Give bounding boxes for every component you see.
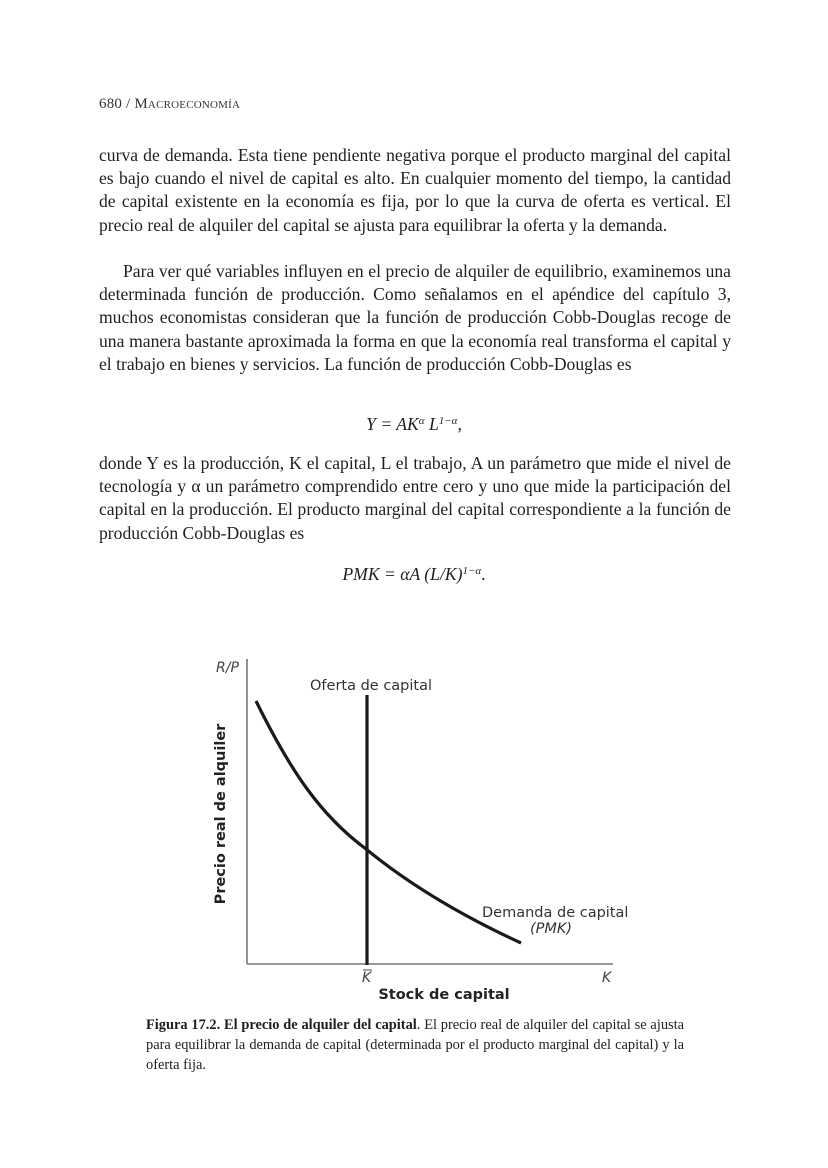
figure-rental-price-of-capital bbox=[0, 640, 828, 1010]
paragraph-3: donde Y es la producción, K el capital, L el trabajo, A un parámetro que mide el nivel de tecnología y α un parámetro comprendido entre cero y uno que mide la participación del capital en la producción. El producto marginal del capital correspondiente a la función de producción Cobb-Douglas es bbox=[99, 453, 731, 543]
x-axis-label: Stock de capital bbox=[378, 987, 510, 1003]
paragraph-1: curva de demanda. Esta tiene pendiente negativa porque el producto marginal del capital es bajo cuando el nivel de capital es alto. En cualquier momento del tiempo, la cantidad de capital existente en la economía es fija, por lo que la curva de oferta es vertical. El precio real de alquiler del capital se ajusta para equilibrar la oferta y la demanda. bbox=[99, 145, 731, 235]
demand-label: Demanda de capital bbox=[482, 905, 629, 921]
mpk-equation: PMK = αA $(L/K)^{1-\alpha}$. bbox=[342, 564, 486, 584]
header-separator: / bbox=[122, 96, 135, 112]
y-axis-label: Precio real de alquiler bbox=[213, 723, 229, 905]
page-number: 680 bbox=[99, 96, 123, 112]
chart bbox=[0, 640, 828, 1010]
supply-label: Oferta de capital bbox=[310, 678, 433, 694]
cobb-douglas-equation: $Y = AK^\alpha$ $L^{1-\alpha}$, bbox=[366, 414, 462, 434]
caption-text: . El precio real de alquiler del capital se ajusta para equilibrar la demanda de capital (determinada por el producto marginal del capital) y la oferta fija. bbox=[146, 1017, 684, 1073]
paragraph-2: Para ver qué variables influyen en el precio de alquiler de equilibrio, examinemos una determinada función de producción. Como señalamos en el apéndice del capítulo 3, muchos economistas consideran que la función de producción Cobb-Douglas recoge de una manera bastante aproximada la forma en que la economía real transforma el capital y el trabajo en bienes y servicios. La función de producción Cobb-Douglas es bbox=[99, 261, 731, 374]
demand-sublabel: (PMK) bbox=[530, 921, 573, 937]
running-head bbox=[99, 96, 240, 113]
y-axis-symbol: R/P bbox=[216, 660, 239, 676]
book-title: Macroeconomía bbox=[134, 96, 241, 112]
x-axis-symbol: K bbox=[602, 970, 612, 986]
caption-title: Figura 17.2. El precio de alquiler del capital bbox=[146, 1017, 417, 1033]
figure-caption bbox=[146, 1015, 684, 1075]
k-bar-tick: K bbox=[362, 970, 372, 986]
